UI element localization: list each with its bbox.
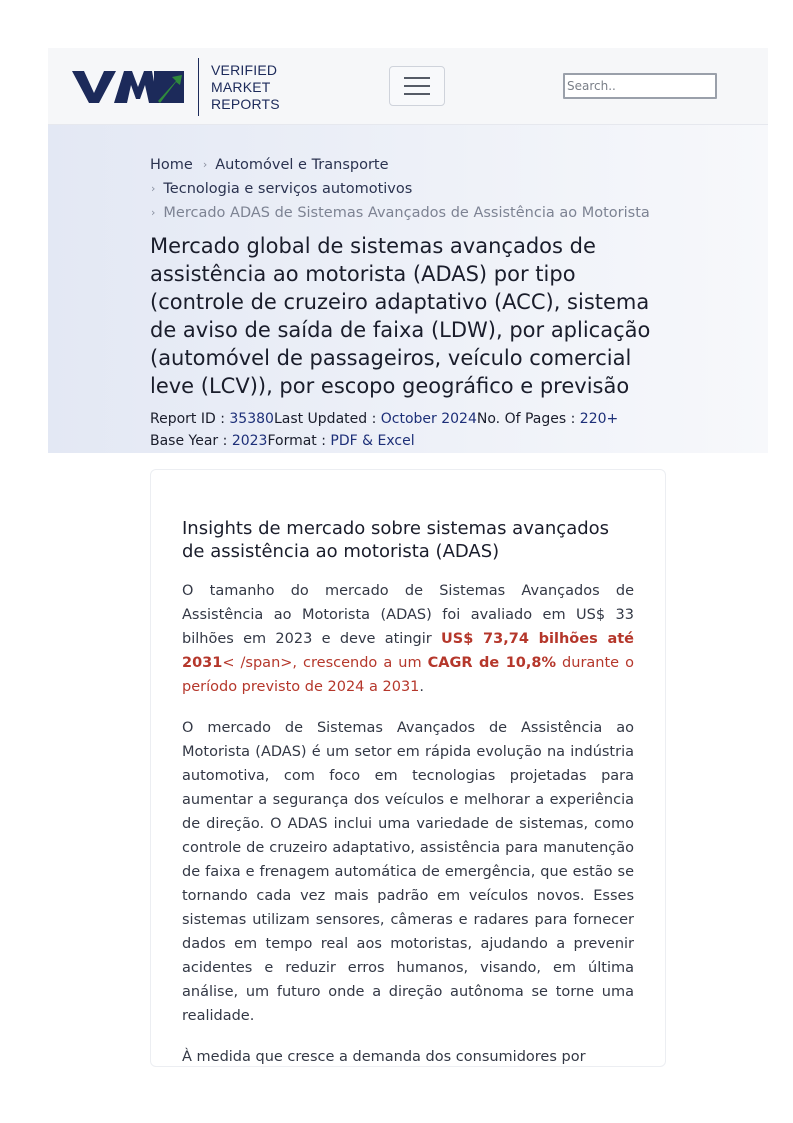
pages-value: 220+ (579, 411, 619, 427)
insights-card (150, 469, 666, 1067)
pages-label: No. Of Pages : (476, 411, 580, 427)
p1-bold-value: US$ 73,74 bilhões até 2031 (182, 631, 634, 671)
insights-paragraph-1 (182, 579, 634, 699)
report-meta-line-1 (150, 408, 768, 430)
site-header (48, 48, 768, 125)
chevron-right-icon: › (151, 206, 156, 219)
base-year-value: 2023 (231, 433, 268, 449)
p1-text-1: O tamanho do mercado de Sistemas Avançados de Assistência ao Motorista (ADAS) foi avaliado em US$ 33 bilhões em 2023 e deve atingir (182, 583, 634, 647)
p1-bold-cagr: CAGR de 10,8% (427, 655, 557, 671)
chevron-right-icon: › (202, 158, 208, 171)
report-id-value: 35380 (229, 411, 274, 427)
breadcrumb (150, 153, 768, 225)
hamburger-icon-bar (404, 93, 430, 95)
format-label: Format : (267, 433, 331, 449)
page (48, 48, 768, 1065)
report-meta-line-2 (150, 430, 768, 452)
breadcrumb-link-tecnologia[interactable]: Tecnologia e serviços automotivos (163, 181, 413, 197)
search-input[interactable] (563, 73, 717, 99)
insights-heading: Insights de mercado sobre sistemas avançados de assistência ao motorista (ADAS) (182, 518, 610, 562)
logo-divider (198, 58, 199, 116)
last-updated-value: October 2024 (380, 411, 477, 427)
p1-highlight-period: durante o período previsto de 2024 a 2031 (182, 655, 634, 695)
vmr-logo[interactable] (72, 58, 280, 116)
last-updated-label: Last Updated : (273, 411, 381, 427)
hamburger-icon-bar (404, 77, 430, 79)
logo-line-market: MARKET (211, 78, 271, 95)
logo-wordmark (211, 62, 280, 113)
format-value: PDF & Excel (330, 433, 415, 449)
base-year-label: Base Year : (150, 433, 232, 449)
insights-paragraph-3: À medida que cresce a demanda dos consumidores por (182, 1049, 586, 1065)
chevron-right-icon: › (151, 182, 156, 195)
report-meta (150, 408, 768, 452)
insights-paragraph-2: O mercado de Sistemas Avançados de Assistência ao Motorista (ADAS) é um setor em rápida evolução na indústria automotiva, com foco em tecnologias projetadas para aumentar a segurança dos veículos e melhorar a experiência de direção. O ADAS inclui uma variedade de sistemas, como controle de cruzeiro adaptativo, assistência para manutenção de faixa e frenagem automática de emergência, que estão se tornando cada vez mais padrão em veículos novos. Esses sistemas utilizam sensores, câmeras e radares para fornecer dados em tempo real aos motoristas, ajudando a prevenir acidentes e reduzir erros humanos, visando, em última análise, um futuro onde a direção autônoma se torne uma realidade. (182, 720, 634, 1024)
page-title: Mercado global de sistemas avançados de assistência ao motorista (ADAS) por tipo (controle de cruzeiro adaptativo (ACC), sistema de aviso de saída de faixa (LDW), por aplicação (automóvel de passageiros, veículo comercial leve (LCV)), por escopo geográfico e previsão (150, 234, 651, 398)
p1-end: . (419, 679, 425, 695)
breadcrumb-link-automovel[interactable]: Automóvel e Transporte (215, 157, 389, 173)
p1-highlight-text: < /span>, crescendo a um (222, 655, 428, 671)
breadcrumb-home-link[interactable]: Home (150, 157, 193, 173)
report-id-label: Report ID : (150, 411, 230, 427)
logo-line-verified: VERIFIED (211, 61, 278, 78)
vmr-logo-mark (72, 67, 184, 107)
menu-toggle-button[interactable] (389, 66, 445, 106)
hamburger-icon-bar (404, 85, 430, 87)
report-hero (48, 125, 768, 453)
breadcrumb-current: Mercado ADAS de Sistemas Avançados de Assistência ao Motorista (163, 205, 650, 221)
logo-line-reports: REPORTS (211, 95, 280, 112)
